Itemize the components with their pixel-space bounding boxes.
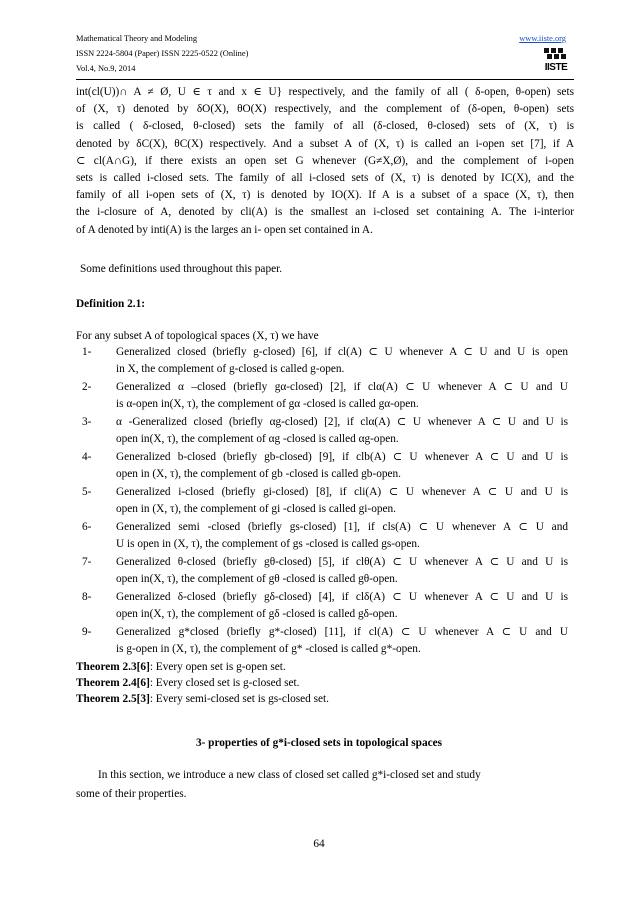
theorem-label: Theorem 2.5[3] (76, 693, 150, 705)
list-item (82, 344, 570, 379)
item-number: 1- (82, 346, 92, 358)
definitions-intro: Some definitions used throughout this paper. (80, 263, 283, 275)
item-line: α -Generalized closed (briefly αg-closed) [2], if clα(A) ⊂ U whenever A ⊂ U and U is (116, 416, 568, 428)
list-item (82, 414, 570, 449)
item-number: 6- (82, 521, 92, 533)
list-item (82, 449, 570, 484)
item-line: in X, the complement of g-closed is called g-open. (116, 362, 345, 375)
definitions-list (82, 344, 570, 659)
paragraph-line: is called ( δ-closed, θ-closed) sets the family of all (δ-closed, θ-closed) sets of (X, τ) is (76, 120, 574, 133)
item-line: Generalized closed (briefly g-closed) [6], if cl(A) ⊂ U whenever A ⊂ U and U is open (116, 346, 568, 358)
journal-volume: Vol.4, No.9, 2014 (76, 64, 136, 73)
theorem (76, 676, 574, 690)
item-number: 8- (82, 591, 92, 603)
theorem-text: : Every closed set is g-closed set. (149, 677, 300, 689)
item-line: Generalized θ-closed (briefly gθ-closed) [5], if clθ(A) ⊂ U whenever A ⊂ U and U is (116, 556, 568, 568)
theorem-label: Theorem 2.4[6] (76, 677, 150, 689)
theorem-text: : Every semi-closed set is gs-closed set. (149, 693, 329, 705)
item-line: open in(X, τ), the complement of αg -closed is called αg-open. (116, 432, 399, 445)
paragraph-line: the i-closure of A, denoted by cli(A) is the smallest an i-closed set containing A. The i-interior (76, 206, 574, 219)
logo-text: IISTE (544, 61, 568, 73)
item-number: 4- (82, 451, 92, 463)
item-line: Generalized i-closed (briefly gi-closed) [8], if cli(A) ⊂ U whenever A ⊂ U and U is (116, 486, 568, 498)
paragraph-line: denoted by δC(X), θC(X) respectively. And a subset A of (X, τ) is called an i-open set [7], if A (76, 137, 574, 150)
item-number: 3- (82, 416, 92, 428)
paragraph-line: sets is called i-closed sets. The family of all i-closed sets of (X, τ) is denoted by IC(X), and the (76, 172, 574, 185)
item-line: Generalized g*closed (briefly g*-closed) [11], if cl(A) ⊂ U whenever A ⊂ U and U (116, 626, 568, 638)
intro-line: In this section, we introduce a new class of closed set called g*i-closed set and study (98, 769, 481, 781)
paragraph-line: family of all i-open sets of (X, τ) is denoted by IO(X). If A is a subset of a space (X, τ), then (76, 189, 574, 202)
journal-url-link[interactable]: www.iiste.org (519, 34, 566, 43)
journal-issn: ISSN 2224-5804 (Paper) ISSN 2225-0522 (Online) (76, 49, 249, 58)
theorem (76, 660, 574, 674)
iiste-logo-icon (542, 48, 570, 76)
page-number: 64 (313, 838, 325, 850)
theorem-text: : Every open set is g-open set. (149, 661, 286, 673)
item-line: open in (X, τ), the complement of gi -closed is called gi-open. (116, 502, 396, 515)
list-item (82, 554, 570, 589)
item-line: open in(X, τ), the complement of gθ -closed is called gθ-open. (116, 572, 398, 585)
list-item (82, 624, 570, 659)
item-line: is α-open in(X, τ), the complement of gα -closed is called gα-open. (116, 397, 419, 410)
item-number: 5- (82, 486, 92, 498)
intro-line: some of their properties. (76, 788, 187, 800)
definition-heading: Definition 2.1: (76, 298, 146, 310)
list-item (82, 589, 570, 624)
header-divider (76, 79, 574, 80)
item-number: 9- (82, 626, 92, 638)
item-line: Generalized b-closed (briefly gb-closed) [9], if clb(A) ⊂ U whenever A ⊂ U and U is (116, 451, 568, 463)
item-line: Generalized semi -closed (briefly gs-closed) [1], if cls(A) ⊂ U whenever A ⊂ U and (116, 521, 568, 533)
theorem (76, 692, 574, 706)
paragraph-line: ⊂ cl(A∩G), if there exists an open set G whenever (G≠X,Ø), and the complement of i-open (76, 154, 574, 167)
theorem-label: Theorem 2.3[6] (76, 661, 150, 673)
definition-statement: For any subset A of topological spaces (X, τ) we have (76, 330, 319, 342)
section-title: 3- properties of g*i-closed sets in topological spaces (195, 737, 443, 749)
item-number: 7- (82, 556, 92, 568)
list-item (82, 519, 570, 554)
paragraph-line: int(cl(U))∩ A ≠ Ø, U ∈ τ and x ∈ U} respectively, and the family of all ( δ-open, θ-open) sets (76, 86, 574, 98)
item-line: open in(X, τ), the complement of gδ -closed is called gδ-open. (116, 607, 398, 620)
item-line: Generalized δ-closed (briefly gδ-closed) [4], if clδ(A) ⊂ U whenever A ⊂ U and U is (116, 591, 568, 603)
intro-paragraph (76, 84, 574, 239)
item-number: 2- (82, 381, 92, 393)
journal-name: Mathematical Theory and Modeling (76, 34, 198, 43)
item-line: U is open in (X, τ), the complement of gs -closed is called gs-open. (116, 537, 420, 550)
list-item (82, 379, 570, 414)
paragraph-line: of (X, τ) denoted by δO(X), θO(X) respectively, and the complement of (δ-open, θ-open) sets (76, 103, 574, 116)
item-line: open in (X, τ), the complement of gb -closed is called gb-open. (116, 467, 401, 480)
list-item (82, 484, 570, 519)
section-intro (76, 766, 574, 804)
item-line: Generalized α –closed (briefly gα-closed) [2], if clα(A) ⊂ U whenever A ⊂ U and U (116, 381, 568, 393)
paragraph-line: of A denoted by inti(A) is the larges an i- open set contained in A. (76, 223, 373, 236)
item-line: is g-open in (X, τ), the complement of g* -closed is called g*-open. (116, 642, 421, 655)
